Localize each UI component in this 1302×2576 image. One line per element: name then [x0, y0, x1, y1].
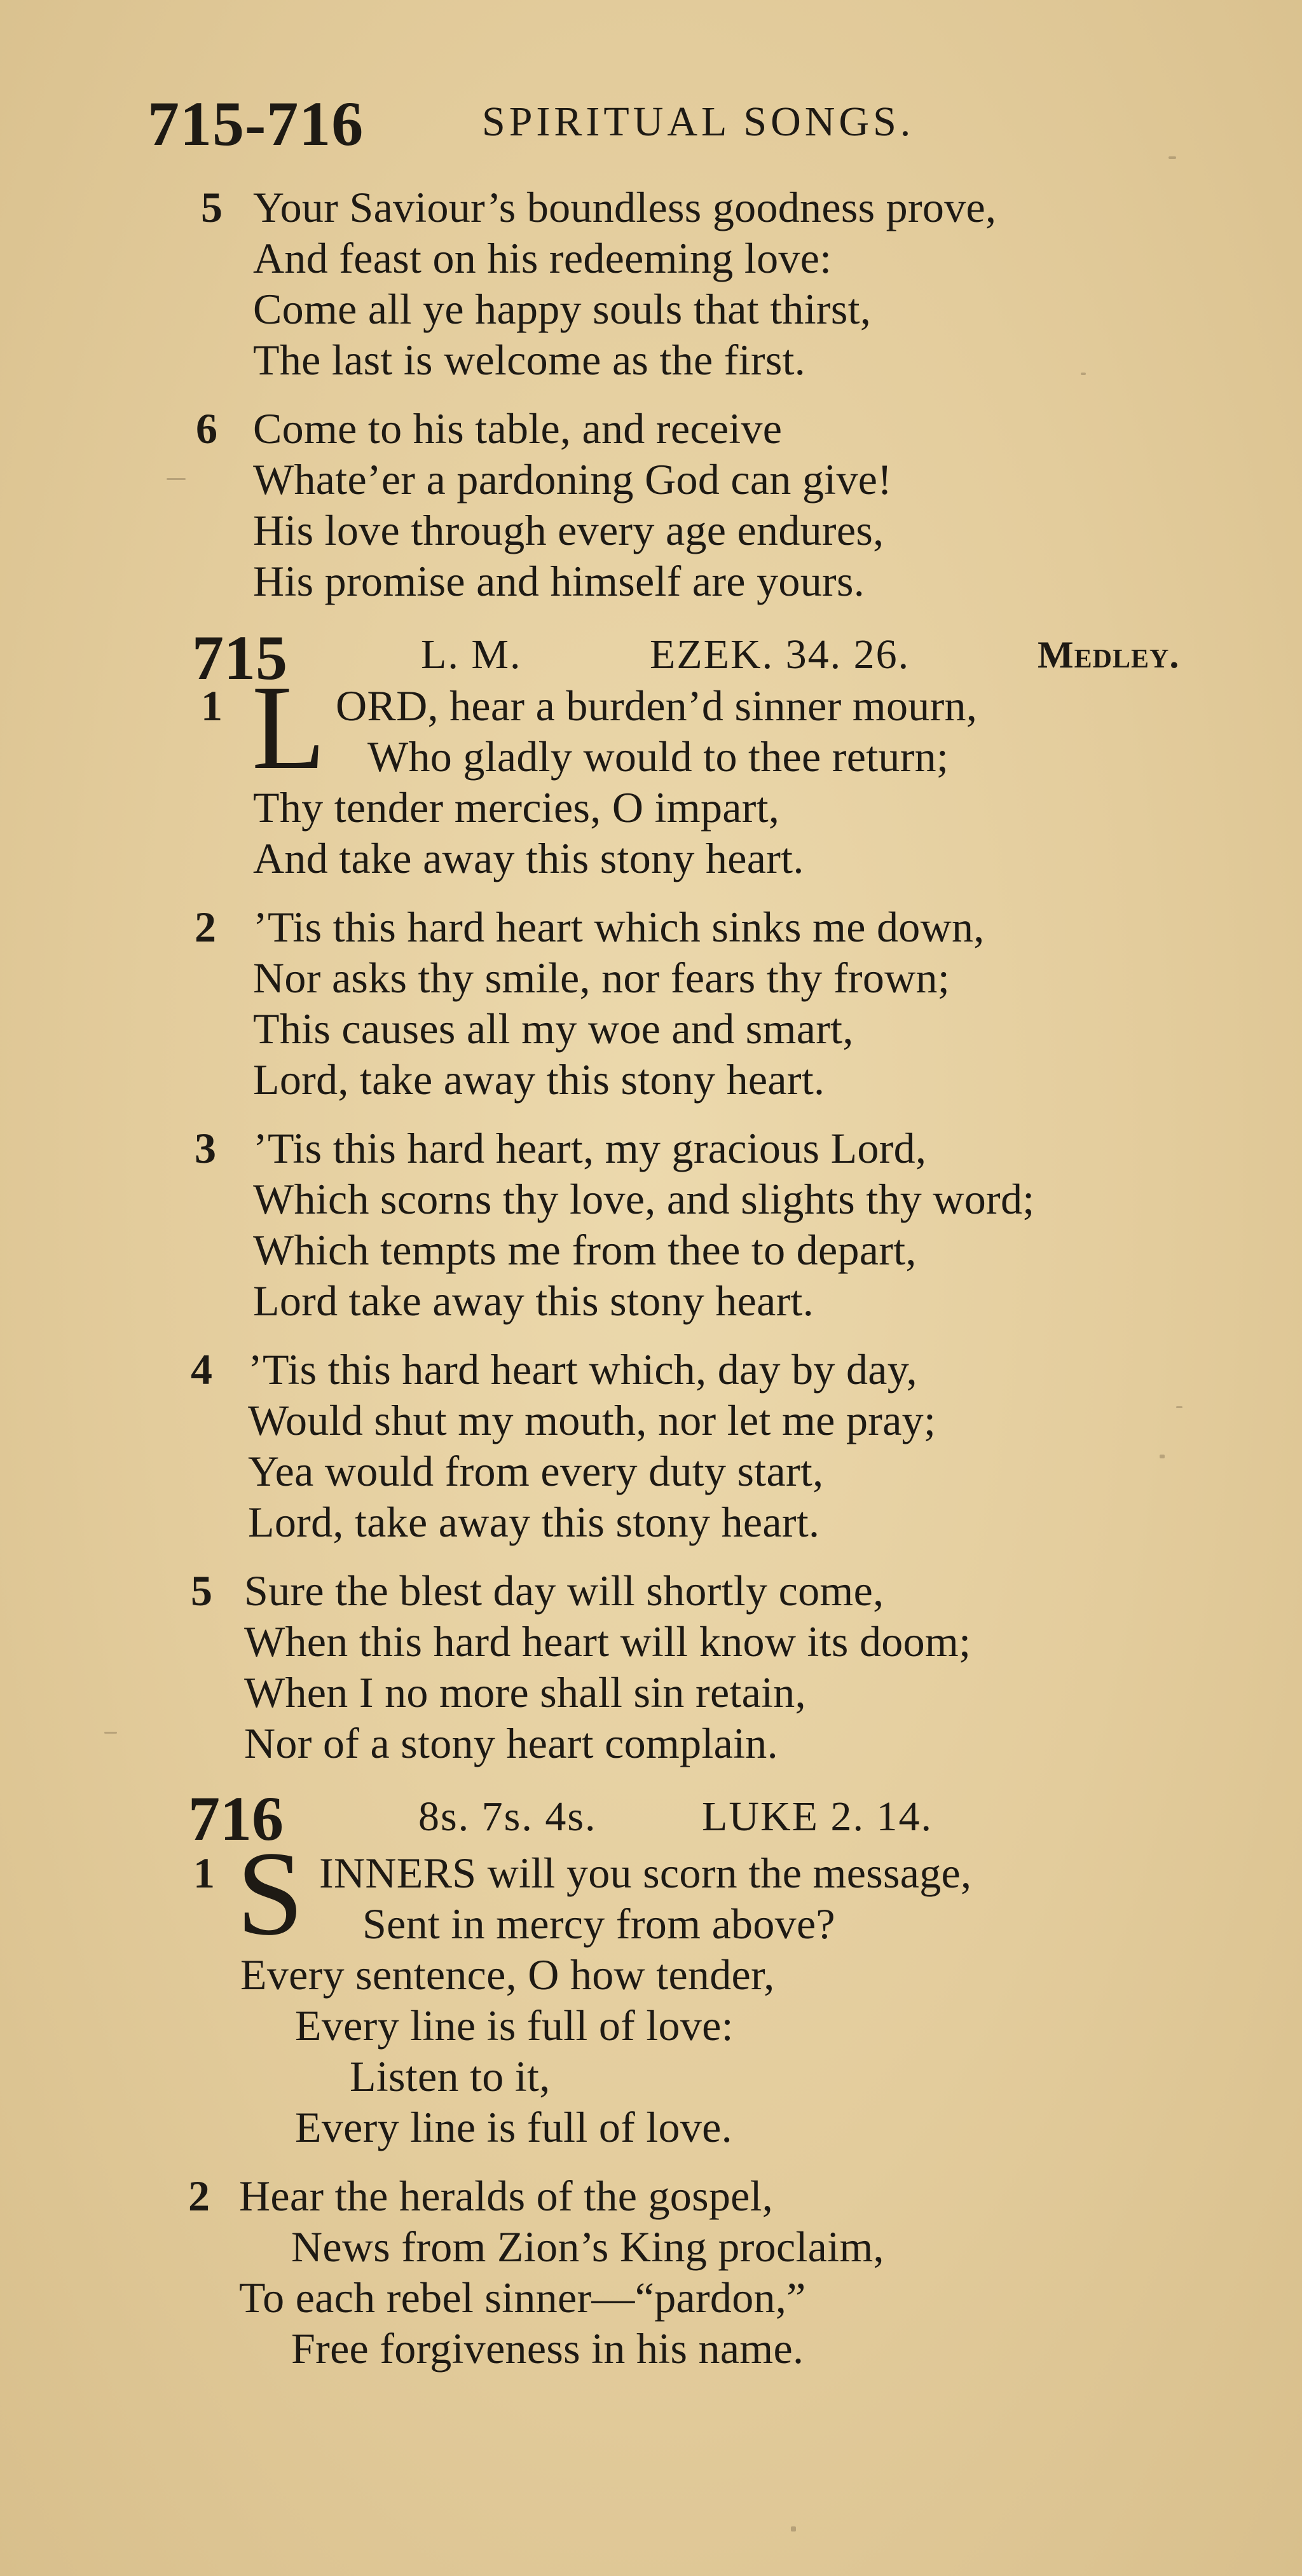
- hymn-meter: L. M.: [421, 631, 522, 678]
- verse-number: 1: [193, 1849, 215, 1897]
- verse-line: Every line is full of love:: [295, 2001, 734, 2050]
- verse-line: Thy tender mercies, O impart,: [253, 783, 780, 832]
- verse-line: Nor of a stony heart complain.: [244, 1719, 778, 1767]
- verse-line: And feast on his redeeming love:: [253, 234, 832, 282]
- verse-line: News from Zion’s King proclaim,: [291, 2223, 884, 2271]
- paper-speck: [104, 1732, 117, 1734]
- running-title: SPIRITUAL SONGS.: [482, 99, 915, 145]
- verse-line: Which scorns thy love, and slights thy word;: [253, 1175, 1035, 1223]
- verse-line: Which tempts me from thee to depart,: [253, 1226, 917, 1274]
- verse-line: This causes all my woe and smart,: [253, 1004, 854, 1053]
- verse-line: When this hard heart will know its doom;: [244, 1617, 971, 1666]
- verse-number: 6: [196, 404, 217, 453]
- verse-number: 1: [201, 682, 223, 730]
- paper-speck: [1081, 373, 1086, 375]
- verse-line: When I no more shall sin retain,: [244, 1668, 806, 1716]
- page-numbers: 715-716: [147, 88, 364, 159]
- paper-speck: [1176, 1406, 1182, 1408]
- tune-name: Medley.: [1038, 634, 1180, 676]
- verse-line: Nor asks thy smile, nor fears thy frown;: [253, 954, 950, 1002]
- hymn-number: 716: [188, 1783, 284, 1854]
- paper-speck: [1160, 1455, 1165, 1458]
- verse-number: 4: [191, 1345, 212, 1394]
- verse-line: ’Tis this hard heart, my gracious Lord,: [253, 1124, 927, 1172]
- verse-line: His love through every age endures,: [253, 506, 884, 554]
- drop-cap: L: [252, 661, 326, 795]
- scripture-reference: LUKE 2. 14.: [702, 1793, 933, 1840]
- verse-number: 5: [201, 183, 223, 231]
- verse-line: Sent in mercy from above?: [362, 1900, 835, 1948]
- verse-line: And take away this stony heart.: [253, 834, 804, 882]
- verse-line: INNERS will you scorn the message,: [319, 1849, 972, 1897]
- paper-speck: [791, 2526, 796, 2531]
- verse-line: Lord, take away this stony heart.: [248, 1498, 820, 1546]
- verse-number: 5: [191, 1566, 212, 1615]
- verse-number: 2: [188, 2172, 210, 2220]
- verse-number: 3: [195, 1124, 216, 1172]
- verse-line: Who gladly would to thee return;: [367, 732, 949, 781]
- drop-cap: S: [236, 1827, 304, 1961]
- hymn-meter: 8s. 7s. 4s.: [418, 1793, 597, 1840]
- verse-line: Whate’er a pardoning God can give!: [253, 455, 893, 504]
- verse-line: Every sentence, O how tender,: [240, 1950, 775, 1999]
- verse-line: ’Tis this hard heart which, day by day,: [248, 1345, 917, 1394]
- verse-line: Sure the blest day will shortly come,: [244, 1566, 884, 1615]
- verse-number: 2: [195, 903, 216, 951]
- verse-line: Your Saviour’s boundless goodness prove,: [253, 183, 997, 231]
- verse-line: Would shut my mouth, nor let me pray;: [248, 1396, 936, 1444]
- hymn-number: 715: [192, 622, 287, 693]
- verse-line: Hear the heralds of the gospel,: [239, 2172, 774, 2220]
- verse-line: Lord take away this stony heart.: [253, 1277, 814, 1325]
- verse-line: To each rebel sinner—“pardon,”: [239, 2273, 806, 2322]
- paper-speck: [1168, 156, 1176, 159]
- verse-line: Yea would from every duty start,: [248, 1447, 824, 1495]
- verse-line: Listen to it,: [350, 2052, 551, 2100]
- verse-line: Free forgiveness in his name.: [291, 2324, 804, 2373]
- paper-speck: [167, 478, 186, 480]
- verse-line: Lord, take away this stony heart.: [253, 1055, 825, 1104]
- verse-line: Come to his table, and receive: [253, 404, 783, 453]
- verse-line: ’Tis this hard heart which sinks me down,: [253, 903, 985, 951]
- verse-line: His promise and himself are yours.: [253, 557, 865, 605]
- verse-line: Every line is full of love.: [295, 2103, 732, 2151]
- verse-line: Come all ye happy souls that thirst,: [253, 285, 872, 333]
- scripture-reference: EZEK. 34. 26.: [650, 631, 910, 678]
- verse-line: ORD, hear a burden’d sinner mourn,: [336, 682, 978, 730]
- verse-line: The last is welcome as the first.: [253, 336, 806, 384]
